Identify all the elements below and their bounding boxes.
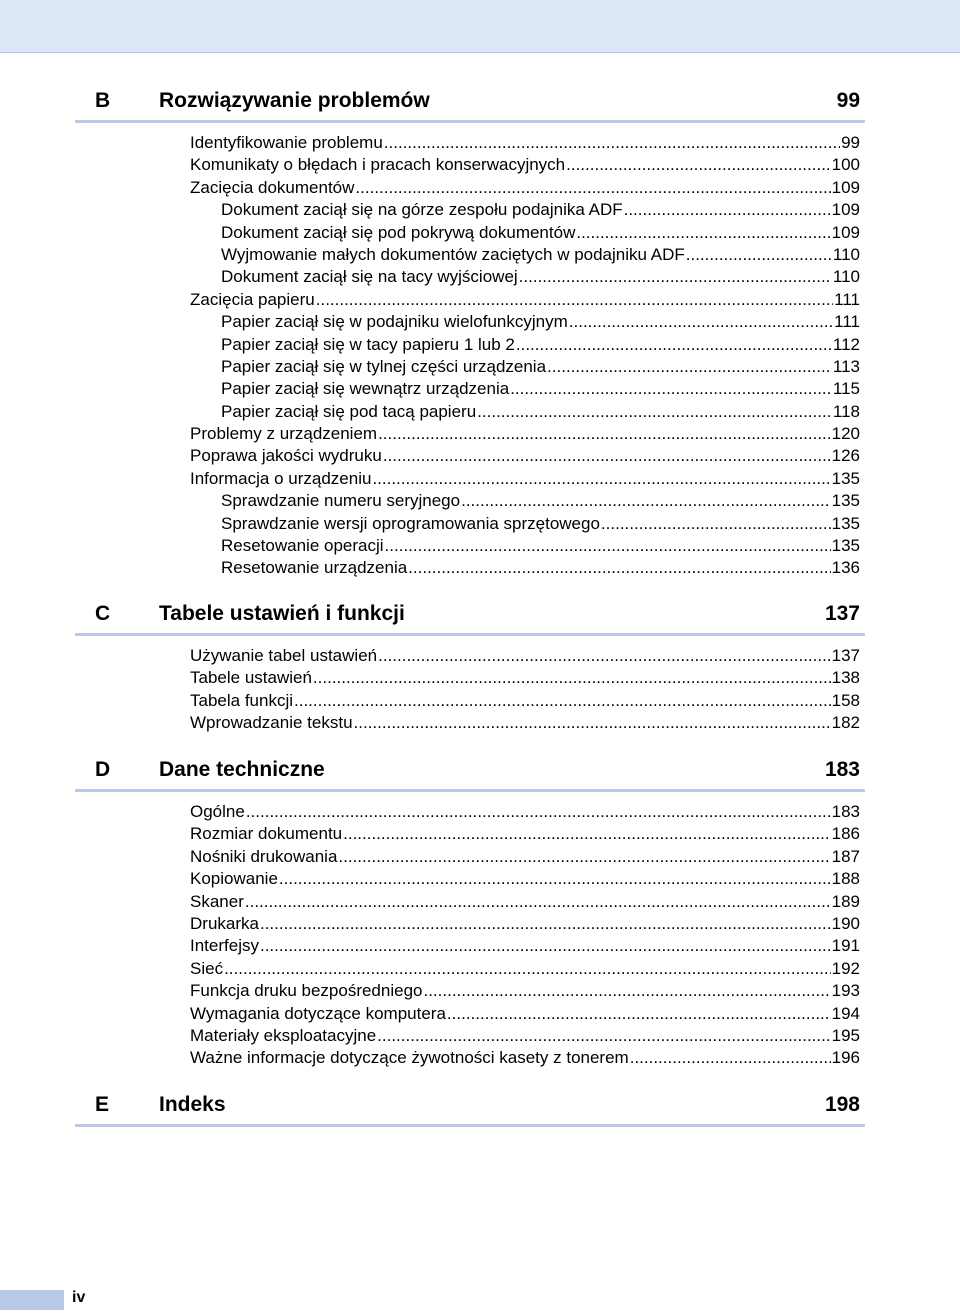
toc-entry-label: Problemy z urządzeniem [190, 424, 378, 444]
toc-entry-page: 137 [831, 646, 860, 665]
toc-entry-label: Funkcja druku bezpośredniego [190, 981, 423, 1001]
toc-entry-page: 138 [831, 668, 860, 688]
chapter-e [75, 1092, 865, 1127]
dot-leader [516, 334, 832, 356]
toc-entry-page: 192 [831, 958, 860, 978]
chapter-page-number: 198 [824, 1093, 860, 1116]
entry-list [75, 801, 865, 1070]
toc-entry-page: 190 [831, 913, 860, 933]
chapter-title: Rozwiązywanie problemów [159, 89, 430, 112]
toc-entry-label: Identyfikowanie problemu [190, 133, 383, 152]
toc-entry-label: Wyjmowanie małych dokumentów zaciętych w podajniku ADF [221, 244, 685, 264]
toc-entry-label: Ogólne [190, 802, 245, 821]
toc-entry-page: 109 [831, 200, 860, 220]
toc-entry[interactable] [75, 667, 865, 689]
toc-entry-label: Dokument zaciął się na tacy wyjściowej [221, 267, 518, 287]
chapter-c [75, 601, 865, 735]
toc-entry-page: 113 [832, 356, 860, 376]
footer-tab [0, 1290, 64, 1310]
toc-entry[interactable] [75, 222, 865, 244]
dot-leader [510, 378, 832, 400]
toc-entry-page: 194 [831, 1003, 860, 1023]
dot-leader [316, 289, 833, 311]
toc-entry[interactable] [75, 958, 865, 980]
toc-entry-page: 109 [831, 222, 860, 242]
toc-entry-page: 111 [834, 289, 860, 309]
dot-leader [294, 690, 831, 712]
toc-entry[interactable] [75, 935, 865, 957]
toc-entry-label: Używanie tabel ustawień [190, 646, 378, 665]
dot-leader [377, 1025, 830, 1047]
toc-entry[interactable] [75, 823, 865, 845]
chapter-heading[interactable] [75, 1092, 865, 1127]
toc-entry-label: Ważne informacje dotyczące żywotności kasety z tonerem [190, 1048, 629, 1068]
toc-entry[interactable] [75, 1025, 865, 1047]
dot-leader [343, 823, 831, 845]
toc-entry-page: 189 [831, 891, 860, 911]
chapter-letter: D [95, 758, 111, 781]
toc-entry-page: 136 [831, 558, 860, 578]
dot-leader [447, 1003, 831, 1025]
dot-leader [224, 958, 831, 980]
dot-leader [279, 868, 831, 890]
toc-entry[interactable] [75, 244, 865, 266]
toc-entry[interactable] [75, 177, 865, 199]
toc-entry[interactable] [75, 468, 865, 490]
toc-entry-label: Wprowadzanie tekstu [190, 713, 353, 733]
toc-entry[interactable] [75, 356, 865, 378]
chapter-heading[interactable] [75, 757, 865, 792]
toc-entry-page: 112 [832, 334, 860, 354]
toc-entry-page: 196 [831, 1048, 860, 1068]
toc-entry-label: Kopiowanie [190, 869, 278, 889]
dot-leader [519, 266, 832, 288]
toc-entry[interactable] [75, 423, 865, 445]
chapter-title: Dane techniczne [159, 758, 325, 781]
toc-entry-page: 135 [831, 491, 860, 511]
toc-entry[interactable] [75, 154, 865, 176]
dot-leader [245, 891, 831, 913]
dot-leader [385, 535, 831, 557]
dot-leader [566, 154, 830, 176]
dot-leader [630, 1047, 831, 1069]
toc-entry-label: Papier zaciął się wewnątrz urządzenia [221, 379, 510, 399]
toc-entry[interactable] [75, 690, 865, 712]
dot-leader [576, 222, 830, 244]
toc-entry-label: Papier zaciął się w podajniku wielofunkcyjnym [221, 312, 568, 332]
toc-entry-label: Skaner [190, 891, 244, 911]
dot-leader [569, 311, 833, 333]
dot-leader [384, 132, 840, 154]
toc-entry[interactable] [75, 490, 865, 512]
toc-entry-label: Rozmiar dokumentu [190, 824, 343, 844]
toc-entry[interactable] [75, 445, 865, 467]
toc-entry-label: Papier zaciął się w tacy papieru 1 lub 2 [221, 334, 515, 354]
chapter-heading[interactable] [75, 601, 865, 636]
entry-list [75, 645, 865, 735]
dot-leader [354, 712, 831, 734]
toc-entry[interactable] [75, 557, 865, 579]
toc-entry-page: 118 [832, 401, 860, 421]
toc-entry-label: Resetowanie urządzenia [221, 558, 408, 578]
toc-entry[interactable] [75, 1047, 865, 1069]
toc-entry-label: Tabele ustawień [190, 668, 312, 688]
toc-entry[interactable] [75, 378, 865, 400]
toc-entry-page: 111 [834, 312, 860, 332]
toc-entry-page: 135 [831, 536, 860, 556]
toc-entry-page: 182 [831, 713, 860, 733]
dot-leader [423, 980, 830, 1002]
header-band [0, 0, 960, 53]
chapter-d [75, 757, 865, 1070]
toc-entry[interactable] [75, 513, 865, 535]
toc-entry[interactable] [75, 980, 865, 1002]
toc-entry-page: 188 [831, 869, 860, 889]
toc-entry[interactable] [75, 712, 865, 734]
toc-entry[interactable] [75, 913, 865, 935]
toc-entry-page: 195 [831, 1025, 860, 1045]
dot-leader [372, 468, 830, 490]
toc-entry-page: 100 [831, 155, 860, 175]
toc-entry-label: Sieć [190, 958, 224, 978]
toc-entry-page: 126 [831, 446, 860, 466]
toc-entry-page: 110 [832, 244, 860, 264]
toc-entry-label: Dokument zaciął się pod pokrywą dokumentów [221, 222, 576, 242]
dot-leader [355, 177, 830, 199]
toc-entry-page: 135 [831, 513, 860, 533]
toc-entry[interactable] [75, 266, 865, 288]
toc-entry[interactable] [75, 891, 865, 913]
page-number: iv [72, 1289, 86, 1306]
toc-entry-label: Resetowanie operacji [221, 536, 384, 556]
dot-leader [408, 557, 830, 579]
toc-entry-page: 115 [832, 379, 860, 399]
toc-entry-label: Papier zaciął się pod tacą papieru [221, 401, 477, 421]
chapter-letter: B [95, 89, 111, 112]
toc-entry[interactable] [75, 334, 865, 356]
chapter-title: Indeks [159, 1093, 226, 1116]
toc-entry-page: 109 [831, 177, 860, 197]
toc-entry-label: Zacięcia papieru [190, 289, 315, 309]
dot-leader [547, 356, 832, 378]
toc-entry-page: 191 [831, 936, 860, 956]
dot-leader [378, 645, 831, 667]
dot-leader [601, 513, 831, 535]
dot-leader [313, 667, 831, 689]
dot-leader [624, 199, 831, 221]
toc-entry-label: Interfejsy [190, 936, 259, 956]
toc-entry-label: Komunikaty o błędach i pracach konserwacyjnych [190, 155, 566, 175]
toc-entry-label: Nośniki drukowania [190, 846, 338, 866]
chapter-heading[interactable] [75, 88, 865, 123]
toc-entry-label: Poprawa jakości wydruku [190, 446, 382, 466]
toc-entry-page: 135 [831, 468, 860, 488]
toc-entry[interactable] [75, 199, 865, 221]
toc-entry[interactable] [75, 801, 865, 823]
toc-entry-page: 183 [831, 802, 860, 821]
toc-entry[interactable] [75, 401, 865, 423]
toc-entry[interactable] [75, 535, 865, 557]
dot-leader [477, 401, 832, 423]
chapter-b [75, 88, 865, 580]
dot-leader [246, 801, 831, 823]
toc-entry[interactable] [75, 289, 865, 311]
toc-entry-page: 99 [841, 133, 860, 152]
toc-entry-label: Dokument zaciął się na górze zespołu podajnika ADF [221, 200, 623, 220]
toc-entry-label: Drukarka [190, 913, 259, 933]
toc-entry-label: Papier zaciął się w tylnej części urządzenia [221, 356, 547, 376]
chapter-page-number: 137 [824, 602, 860, 625]
toc-entry-page: 158 [831, 690, 860, 710]
chapter-title: Tabele ustawień i funkcji [159, 602, 405, 625]
toc-entry-label: Tabela funkcji [190, 690, 294, 710]
chapter-letter: C [95, 602, 111, 625]
entry-list [75, 132, 865, 580]
toc-entry[interactable] [75, 846, 865, 868]
toc-entry[interactable] [75, 645, 865, 667]
dot-leader [260, 935, 831, 957]
chapter-page-number: 99 [836, 89, 860, 112]
dot-leader [338, 846, 830, 868]
chapter-letter: E [95, 1093, 110, 1116]
toc-entry-label: Sprawdzanie wersji oprogramowania sprzętowego [221, 513, 600, 533]
dot-leader [461, 490, 831, 512]
toc-entry-label: Informacja o urządzeniu [190, 468, 372, 488]
toc-entry[interactable] [75, 868, 865, 890]
toc-entry-page: 110 [832, 267, 860, 287]
toc-entry[interactable] [75, 311, 865, 333]
toc-entry-page: 193 [831, 981, 860, 1001]
toc-entry-label: Materiały eksploatacyjne [190, 1025, 377, 1045]
toc-entry[interactable] [75, 132, 865, 154]
dot-leader [383, 445, 831, 467]
dot-leader [378, 423, 831, 445]
toc-entry-label: Wymagania dotyczące komputera [190, 1003, 446, 1023]
toc-entry-page: 187 [831, 846, 860, 866]
toc-entry-label: Sprawdzanie numeru seryjnego [221, 491, 461, 511]
toc-entry[interactable] [75, 1003, 865, 1025]
toc-entry-page: 120 [831, 424, 860, 444]
dot-leader [686, 244, 832, 266]
toc-entry-page: 186 [831, 824, 860, 844]
chapter-page-number: 183 [824, 758, 860, 781]
dot-leader [260, 913, 831, 935]
toc-entry-label: Zacięcia dokumentów [190, 177, 355, 197]
